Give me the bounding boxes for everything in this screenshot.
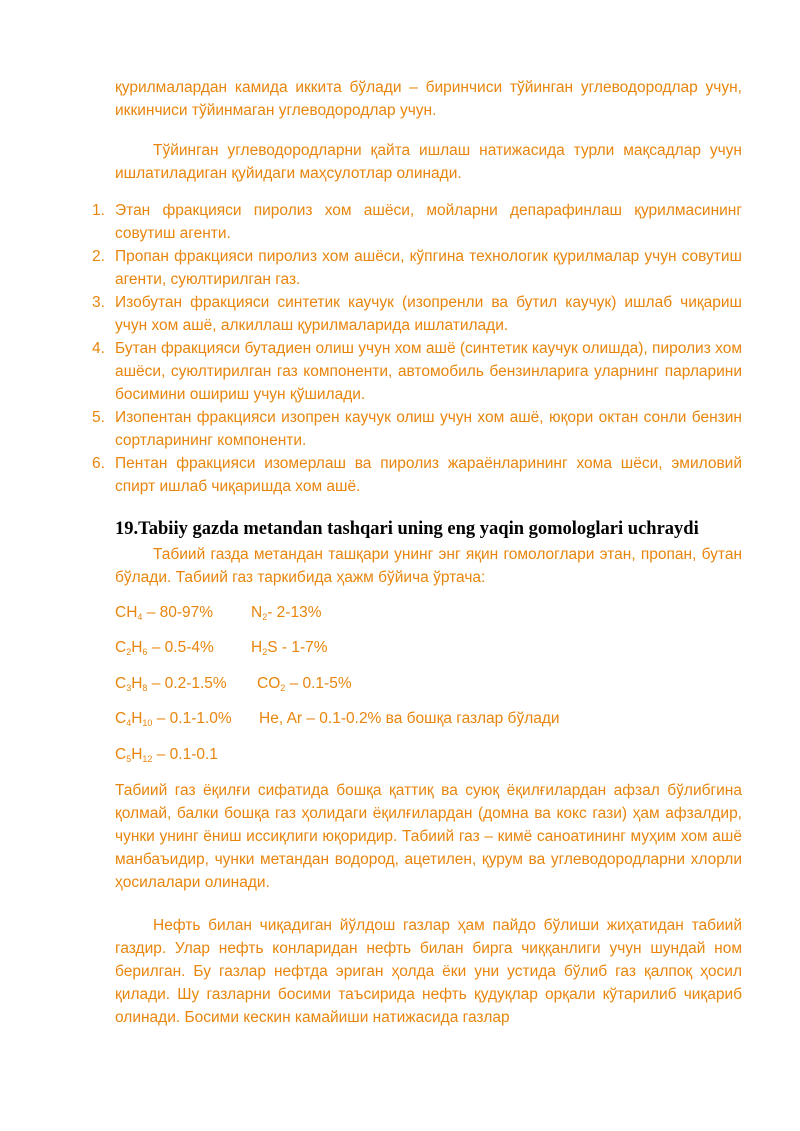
- formula-row-c3h8: $C_3H_8 - 0.2-1.5\%$ $CO_2 - 0.1-5\%$: [115, 672, 227, 695]
- list-item: 6. Пентан фракцияси изомерлаш ва пиролиз жараёнларининг хома шёси, эмиловий спирт ишлаб чиқаришда хом ашё.: [92, 455, 742, 495]
- composition-intro-paragraph: Табиий газда метандан ташқари унинг энг яқин гомологлари этан, пропан, бутан бўлади. Табиий газ таркибида ҳажм бўйича ўртача:: [115, 546, 742, 586]
- formula-h2s: $H_2S - 1-7\%$: [251, 639, 328, 657]
- fractions-list: [92, 199, 742, 498]
- fuel-paragraph: Табиий газ ёқилғи сифатида бошқа қаттиқ ва суюқ ёқилғилардан афзал бўлибгина қолмай, балки бошқа газ ҳолидаги ёқилғилардан (домна ва кокс гази) ҳам афзалдир, чунки унинг ёниш иссиқлиги юқоридир. Табиий газ – кимё саноатининг муҳим хом ашё манбаъидир, чунки метандан водород, ацетилен, қурум ва углеводородларни хлорли ҳосилалари олинади.: [115, 782, 742, 891]
- section-heading: 19.Tabiiy gazda metandan tashqari uning eng yaqin gomologlari uchraydi: [115, 519, 699, 539]
- list-item: 3. Изобутан фракцияси синтетик каучук (изопренли ва бутил каучук) ишлаб чиқариш учун хом ашё, алкиллаш қурилмаларида ишлатилади.: [92, 294, 742, 334]
- intro-paragraph: Тўйинган углеводородларни қайта ишлаш натижасида турли мақсадлар учун ишлатиладиган қуйидаги маҳсулотлар олинади.: [115, 142, 742, 182]
- formula-row-ch4: $CH_4 - 80-97\%$ $N_2-$ 2-13%: [115, 601, 213, 624]
- list-item: 4. Бутан фракцияси бутадиен олиш учун хом ашё (синтетик каучук олишда), пиролиз хом ашёси, суюлтирилган газ компоненти, автомобиль бензинларига уларнинг парларини босимини ошириш учун қўшилади.: [92, 340, 742, 403]
- list-item: 5. Изопентан фракцияси изопрен каучук олиш учун хом ашё, юқори октан сонли бензин сортларининг компоненти.: [92, 409, 742, 449]
- formula-other-gases: He, Ar – 0.1-0.2% ва бошқа газлар бўлади: [259, 710, 560, 727]
- top-paragraph: қурилмалардан камида иккита бўлади – биринчиси тўйинган углеводородлар учун, иккинчиси тўйинмаган углеводородлар учун.: [115, 79, 742, 119]
- formula-co2: $CO_2 - 0.1-5\%$: [257, 675, 352, 693]
- formula-row-c5h12: $C_5H_{12} - 0.1-0.1$: [115, 746, 218, 764]
- formula-row-c4h10: $C_4H_{10} - 0.1-1.0\%$ He, Ar – 0.1-0.2% ва бошқа газлар бўлади: [115, 707, 232, 730]
- formula-n2: $N_2-$ 2-13%: [251, 604, 322, 622]
- associated-gas-paragraph: Нефть билан чиқадиган йўлдош газлар ҳам пайдо бўлиши жиҳатидан табиий газдир. Улар нефть конларидан нефть билан бирга чиққанлиги учун шундай ном берилган. Бу газлар нефтда эриган ҳолда ёки уни устида бўлиб газ қалпоқ ҳосил қилади. Шу газларни босими таъсирида нефть қудуқлар орқали кўтарилиб чиқариб олинади. Босими кескин камайиши натижасида газлар: [115, 917, 742, 1026]
- list-item: 1. Этан фракцияси пиролиз хом ашёси, мойларни депарафинлаш қурилмасининг совутиш агенти.: [92, 202, 742, 242]
- list-item: 2. Пропан фракцияси пиролиз хом ашёси, кўпгина технологик қурилмалар учун совутиш агенти, суюлтирилган газ.: [92, 248, 742, 288]
- formula-row-c2h6: $C_2H_6 - 0.5-4\%$ $H_2S - 1-7\%$: [115, 636, 214, 659]
